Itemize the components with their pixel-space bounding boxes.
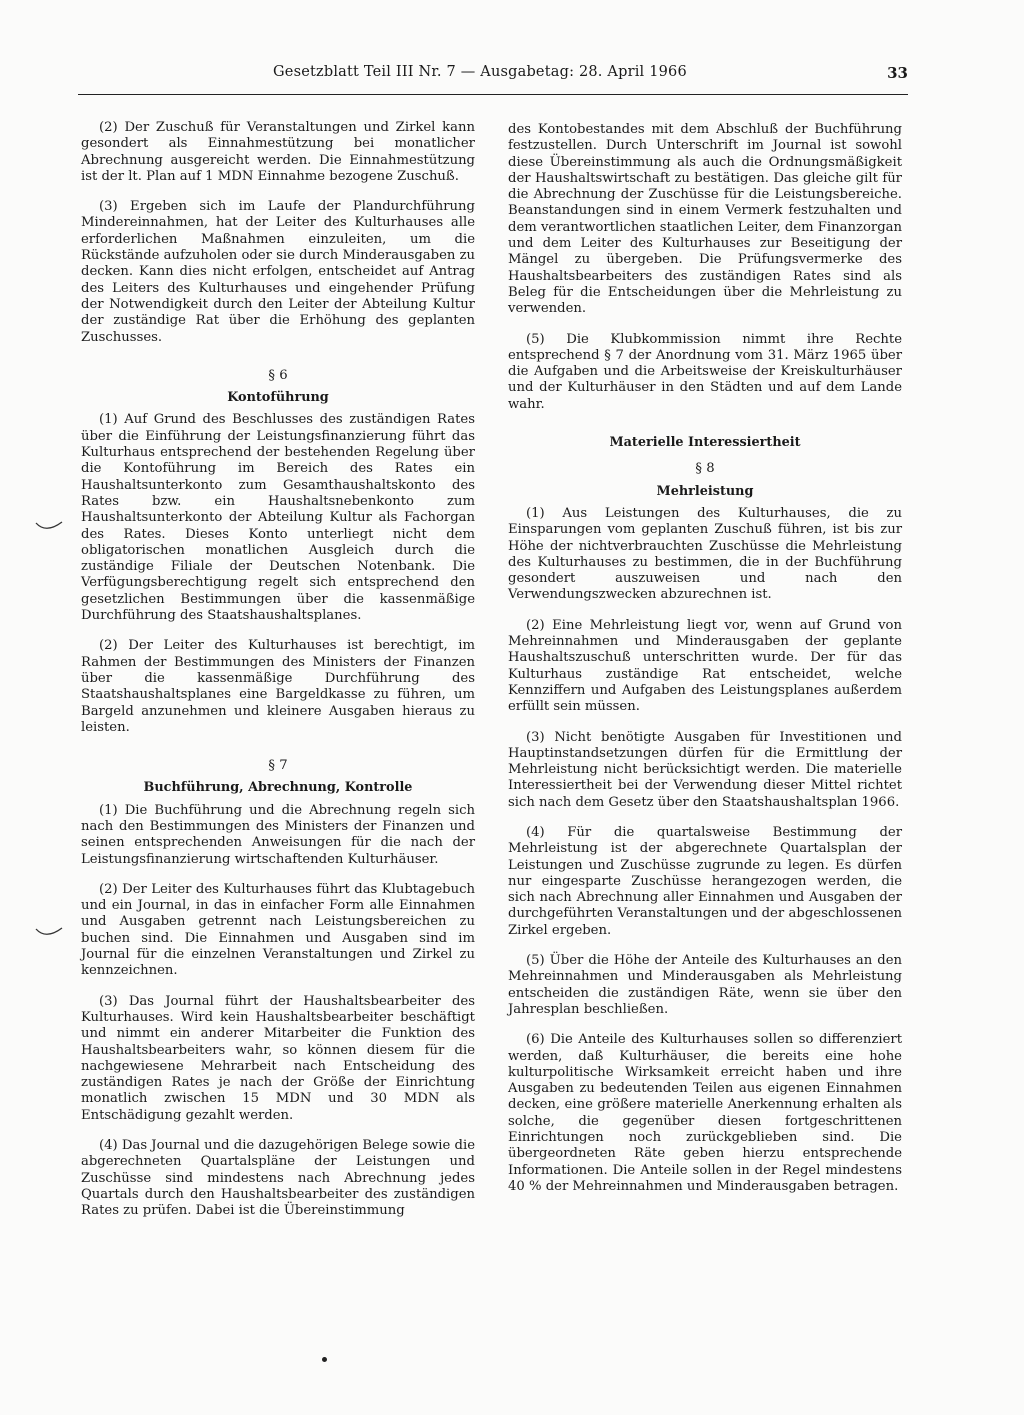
paragraph-8-3: (3) Nicht benötigte Ausgaben für Investitionen und Hauptinstandsetzungen dürfen für die Ermittlung der Mehrleistung nicht berücksichtigt werden. Die materielle Interessiertheit bei der Verwendung dieser Mittel richtet sich nach dem Gesetz über den Staatshaushaltsplan 1966. xyxy=(508,729,902,810)
paragraph-5-3: (3) Ergeben sich im Laufe der Plandurchführung Mindereinnahmen, hat der Leiter des Kulturhauses alle erforderlichen Maßnahmen einzuleiten, um die Rückstände aufzuholen oder sie durch Minderausgaben zu decken. Kann dies nicht erfolgen, entscheidet auf Antrag des Leiters des Kulturhauses und eingehender Prüfung der Notwendigkeit durch den Leiter der Abteilung Kultur der zuständige Rat über die Erhöhung des geplanten Zuschusses. xyxy=(81,199,476,345)
section-8-title: Mehrleistung xyxy=(656,483,754,499)
paragraph-7-4-continued: des Kontobestandes mit dem Abschluß der Buchführung festzustellen. Durch Unterschrift im Journal ist sowohl diese Übereinstimmung als auch die Ordnungsmäßigkeit der Haushaltswirtschaft zu bestätigen. Das gleiche gilt für die Abrechnung der Zuschüsse für die Leistungsbereiche. Beanstandungen sind in einem Vermerk festzuhalten und dem verantwortlichen staatlichen Leiter, dem Finanzorgan und dem Leiter des Kulturhauses zur Beseitigung der Mängel zu übergeben. Die Prüfungsvermerke des Haushaltsbearbeiters des zuständigen Rates sind als Beleg für die Entscheidungen über die Mehrleistung zu verwenden. xyxy=(508,122,902,317)
paragraph-6-2: (2) Der Leiter des Kulturhauses ist berechtigt, im Rahmen der Bestimmungen des Ministers der Finanzen über die kassenmäßige Durchführung des Staatshaushaltsplanes eine Bargeldkasse zu führen, um Bargeld anzunehmen und kleinere Ausgaben hieraus zu leisten. xyxy=(81,638,475,735)
section-8-symbol: § 8 xyxy=(695,461,715,477)
header-title: Gesetzblatt Teil III Nr. 7 — Ausgabetag: 28. April 1966 xyxy=(273,64,687,80)
section-7-symbol: § 7 xyxy=(268,758,288,774)
paragraph-7-4: (4) Das Journal und die dazugehörigen Belege sowie die abgerechneten Quartalspläne der Leistungen und Zuschüsse sind mindestens nach Abrechnung jedes Quartals durch den Haushaltsbearbeiter des zuständigen Rates zu prüfen. Dabei ist die Übereinstimmung xyxy=(81,1138,475,1219)
paragraph-8-4: (4) Für die quartalsweise Bestimmung der Mehrleistung ist der abgerechnete Quartalsplan der Leistungen und Zuschüsse zugrunde zu legen. Es dürfen nur eingesparte Zuschüsse herangezogen werden, die sich nach Abrechnung aller Einnahmen und Ausgaben der durchgeführten Veranstaltungen und der abgeschlossenen Zirkel ergeben. xyxy=(508,824,902,938)
paragraph-7-3: (3) Das Journal führt der Haushaltsbearbeiter des Kulturhauses. Wird kein Haushaltsbearbeiter beschäftigt und nimmt ein anderer Mitarbeiter die Funktion des Haushaltsbearbeiters wahr, so können diesem für die nachgewiesene Mehrarbeit nach Entscheidung des zuständigen Rates je nach der Größe der Einrichtung monatlich zwischen 15 MDN und 30 MDN als Entschädigung gezahlt werden. xyxy=(81,993,475,1123)
group-title: Materielle Interessiertheit xyxy=(609,435,801,451)
paragraph-8-6: (6) Die Anteile des Kulturhauses sollen so differenziert werden, daß Kulturhäuser, die bereits eine hohe kulturpolitische Wirksamkeit erreicht haben und ihre Ausgaben zu bedeutenden Teilen aus eigenen Einnahmen decken, eine größere materielle Anerkennung erhalten als solche, die gegenüber diesen fortgeschrittenen Einrichtungen noch zurückgeblieben sind. Die übergeordneten Räte geben hierzu entsprechende Informationen. Die Anteile sollen in der Regel mindestens 40 % der Mehreinnahmen und Minderausgaben betragen. xyxy=(508,1032,902,1194)
margin-check-mark-icon xyxy=(34,926,64,940)
page-header xyxy=(78,64,908,92)
print-speck xyxy=(322,1357,327,1362)
page-number: 33 xyxy=(887,64,908,82)
header-rule xyxy=(78,94,908,95)
right-column xyxy=(508,122,902,1209)
paragraph-8-2: (2) Eine Mehrleistung liegt vor, wenn auf Grund von Mehreinnahmen und Minderausgaben der geplante Haushaltszuschuß unterschritten wurde. Der für das Kulturhaus zuständige Rat entscheidet, welche Kennziffern und Aufgaben des Leistungsplanes außerdem erfüllt sein müssen. xyxy=(508,617,902,715)
paragraph-7-5: (5) Die Klubkommission nimmt ihre Rechte entsprechend § 7 der Anordnung vom 31. März 1965 über die Aufgaben und die Arbeitsweise der Kreiskulturhäuser und der Kulturhäuser in den Städten und auf dem Lande wahr. xyxy=(508,331,902,412)
paragraph-8-1: (1) Aus Leistungen des Kulturhauses, die zu Einsparungen vom geplanten Zuschuß führen, ist bis zur Höhe der nichtverbrauchten Zuschüsse die Mehrleistung des Kulturhauses zu bestimmen, die in der Buchführung gesondert auszuweisen und nach den Verwendungszwecken abzurechnen ist. xyxy=(508,505,902,603)
paragraph-7-2: (2) Der Leiter des Kulturhauses führt das Klubtagebuch und ein Journal, in das in einfacher Form alle Einnahmen und Ausgaben getrennt nach Leistungsbereichen zu buchen sind. Die Einnahmen und Ausgaben sind im Journal für die einzelnen Veranstaltungen und Zirkel zu kennzeichnen. xyxy=(81,881,475,979)
left-column xyxy=(81,120,475,1234)
paragraph-8-5: (5) Über die Höhe der Anteile des Kulturhauses an den Mehreinnahmen und Minderausgaben als Mehrleistung entscheiden die zuständigen Räte, wenn sie über den Jahresplan beschließen. xyxy=(508,953,902,1017)
section-6-symbol: § 6 xyxy=(268,367,288,383)
section-7-title: Buchführung, Abrechnung, Kontrolle xyxy=(143,780,413,796)
section-6-title: Kontoführung xyxy=(227,390,329,406)
paragraph-5-2: (2) Der Zuschuß für Veranstaltungen und Zirkel kann gesondert als Einnahmestützung bei monatlicher Abrechnung ausgereicht werden. Die Einnahmestützung ist der lt. Plan auf 1 MDN Einnahme bezogene Zuschuß. xyxy=(81,120,475,184)
margin-check-mark-icon xyxy=(34,520,64,534)
paragraph-6-1: (1) Auf Grund des Beschlusses des zuständigen Rates über die Einführung der Leistungsfinanzierung führt das Kulturhaus entsprechend der bestehenden Regelung über die Kontoführung im Bereich des Rates ein Haushaltsunterkonto zum Gesamthaushaltskonto des Rates bzw. ein Haushaltsnebenkonto zum Haushaltsunterkonto der Abteilung Kultur als Fachorgan des Rates. Dieses Konto unterliegt nicht dem obligatorischen monatlichen Ausgleich durch die zuständige Filiale der Deutschen Notenbank. Die Verfügungsberechtigung regelt sich entsprechend den gesetzlichen Bestimmungen über die kassenmäßige Durchführung des Staatshaushaltsplanes. xyxy=(81,412,475,624)
paragraph-7-1: (1) Die Buchführung und die Abrechnung regeln sich nach den Bestimmungen des Ministers der Finanzen und seinen entsprechenden Anweisungen für die nach der Leistungsfinanzierung wirtschaftenden Kulturhäuser. xyxy=(81,802,475,867)
